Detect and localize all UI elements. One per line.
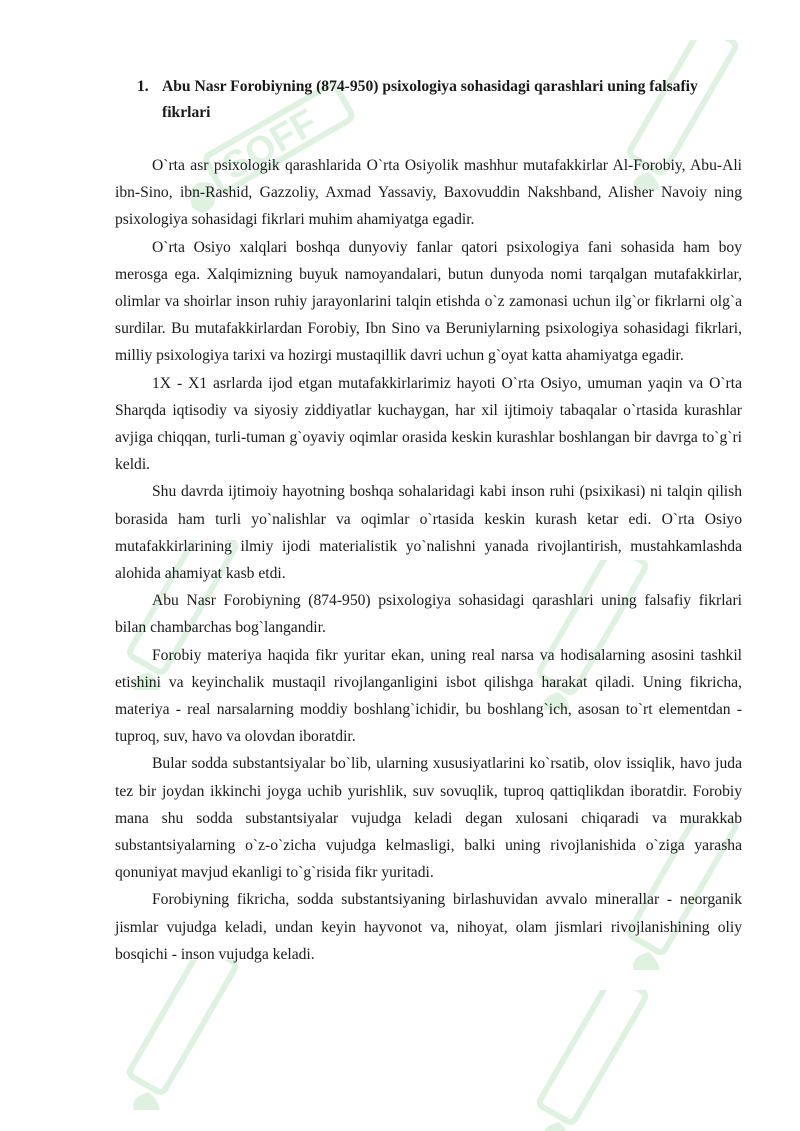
paragraph: O`rta asr psixologik qarashlarida O`rta Osiyolik mashhur mutafakkirlar Al-Forobiy, Abu-Ali ibn-Sino, ibn-Rashid, Gazzoliy, Axmad Yassaviy, Baxovuddin Nakshband, Alisher Navoiy ning psixologiya sohasidagi fikrlari muhim ahamiyatga egadir. bbox=[115, 157, 742, 229]
section-heading bbox=[115, 74, 742, 126]
heading-title: Abu Nasr Forobiyning (874-950) psixologiya sohasidagi qarashlari uning falsafiy fikrlari bbox=[162, 78, 698, 121]
svg-text:SOFF: SOFF bbox=[215, 101, 325, 189]
paragraph: Bular sodda substantsiyalar bo`lib, ularning xususiyatlarini ko`rsatib, olov issiqlik, havo juda tez bir joydan ikkinchi joyga uchib yurishlik, suv sovuqlik, tuproq qattiqlikdan iboratdir. Forobiy mana shu sodda substantsiyalar vujudga keladi degan xulosani chiqaradi va murakkab substantsiyalarning o`z-o`zicha vujudga kelmasligi, balki uning rivojlanishida o`ziga yarasha qonuniyat mavjud ekanligi to`g`risida fikr yuritadi. bbox=[115, 755, 742, 882]
soff-logo-icon bbox=[60, 960, 280, 1110]
paragraph: Forobiyning fikricha, sodda substantsiyaning birlashuvidan avvalo minerallar - neorganik jismlar vujudga keladi, undan keyin hayvonot va, nihoyat, olam jismlari rivojlanishining oliy bosqichi - inson vujudga keladi. bbox=[115, 891, 742, 963]
soff-logo-icon bbox=[470, 990, 690, 1131]
paragraph: Abu Nasr Forobiyning (874-950) psixologiya sohasidagi qarashlari uning falsafiy fikrlari bilan chambarchas bog`langandir. bbox=[115, 592, 742, 637]
paragraph: Forobiy materiya haqida fikr yuritar ekan, uning real narsa va hodisalarning asosini tashkil etishini va keyinchalik mustaqil rivojlanganligini isbot qilishga harakat qiladi. Uning fikricha, materiya - real narsalarning moddiy boshlang`ichidir, bu boshlang`ich, asosan to`rt elementdan - tuproq, suv, havo va olovdan iboratdir. bbox=[115, 646, 742, 746]
heading-number: 1. bbox=[137, 78, 149, 95]
paragraph: Shu davrda ijtimoiy hayotning boshqa sohalaridagi kabi inson ruhi (psixikasi) ni talqin qilish borasida ham turli yo`nalishlar va oqimlar o`rtasida keskin kurash ketar edi. O`rta Osiyo mutafakkirlarining ilmiy ijodi materialistik yo`nalishni yanada rivojlantirish, mustahkamlashda alohida ahamiyat kasb etdi. bbox=[115, 483, 742, 583]
paragraph: 1X - X1 asrlarda ijod etgan mutafakkirlarimiz hayoti O`rta Osiyo, umuman yaqin va O`rta Sharqda iqtisodiy va siyosiy ziddiyatlar kuchaygan, har xil ijtimoiy tabaqalar o`rtasida kurashlar avjiga chiqqan, turli-tuman g`oyaviy oqimlar orasida keskin kurashlar boshlangan bir davrga to`g`ri keldi. bbox=[115, 374, 742, 474]
paragraph: O`rta Osiyo xalqlari boshqa dunyoviy fanlar qatori psixologiya fani sohasida ham boy merosga ega. Xalqimizning buyuk namoyandalari, butun dunyoda nomi tarqalgan mutafakkirlar, olimlar va shoirlar inson ruhiy jarayonlarini talqin etishda o`z zamonasi uchun ilg`or fikrlarni olg`a surdilar. Bu mutafakkirlardan Forobiy, Ibn Sino va Beruniylarning psixologiya sohasidagi fikrlari, milliy psixologiya tarixi va hozirgi mustaqillik davri uchun g`oyat katta ahamiyatga egadir. bbox=[115, 238, 742, 365]
